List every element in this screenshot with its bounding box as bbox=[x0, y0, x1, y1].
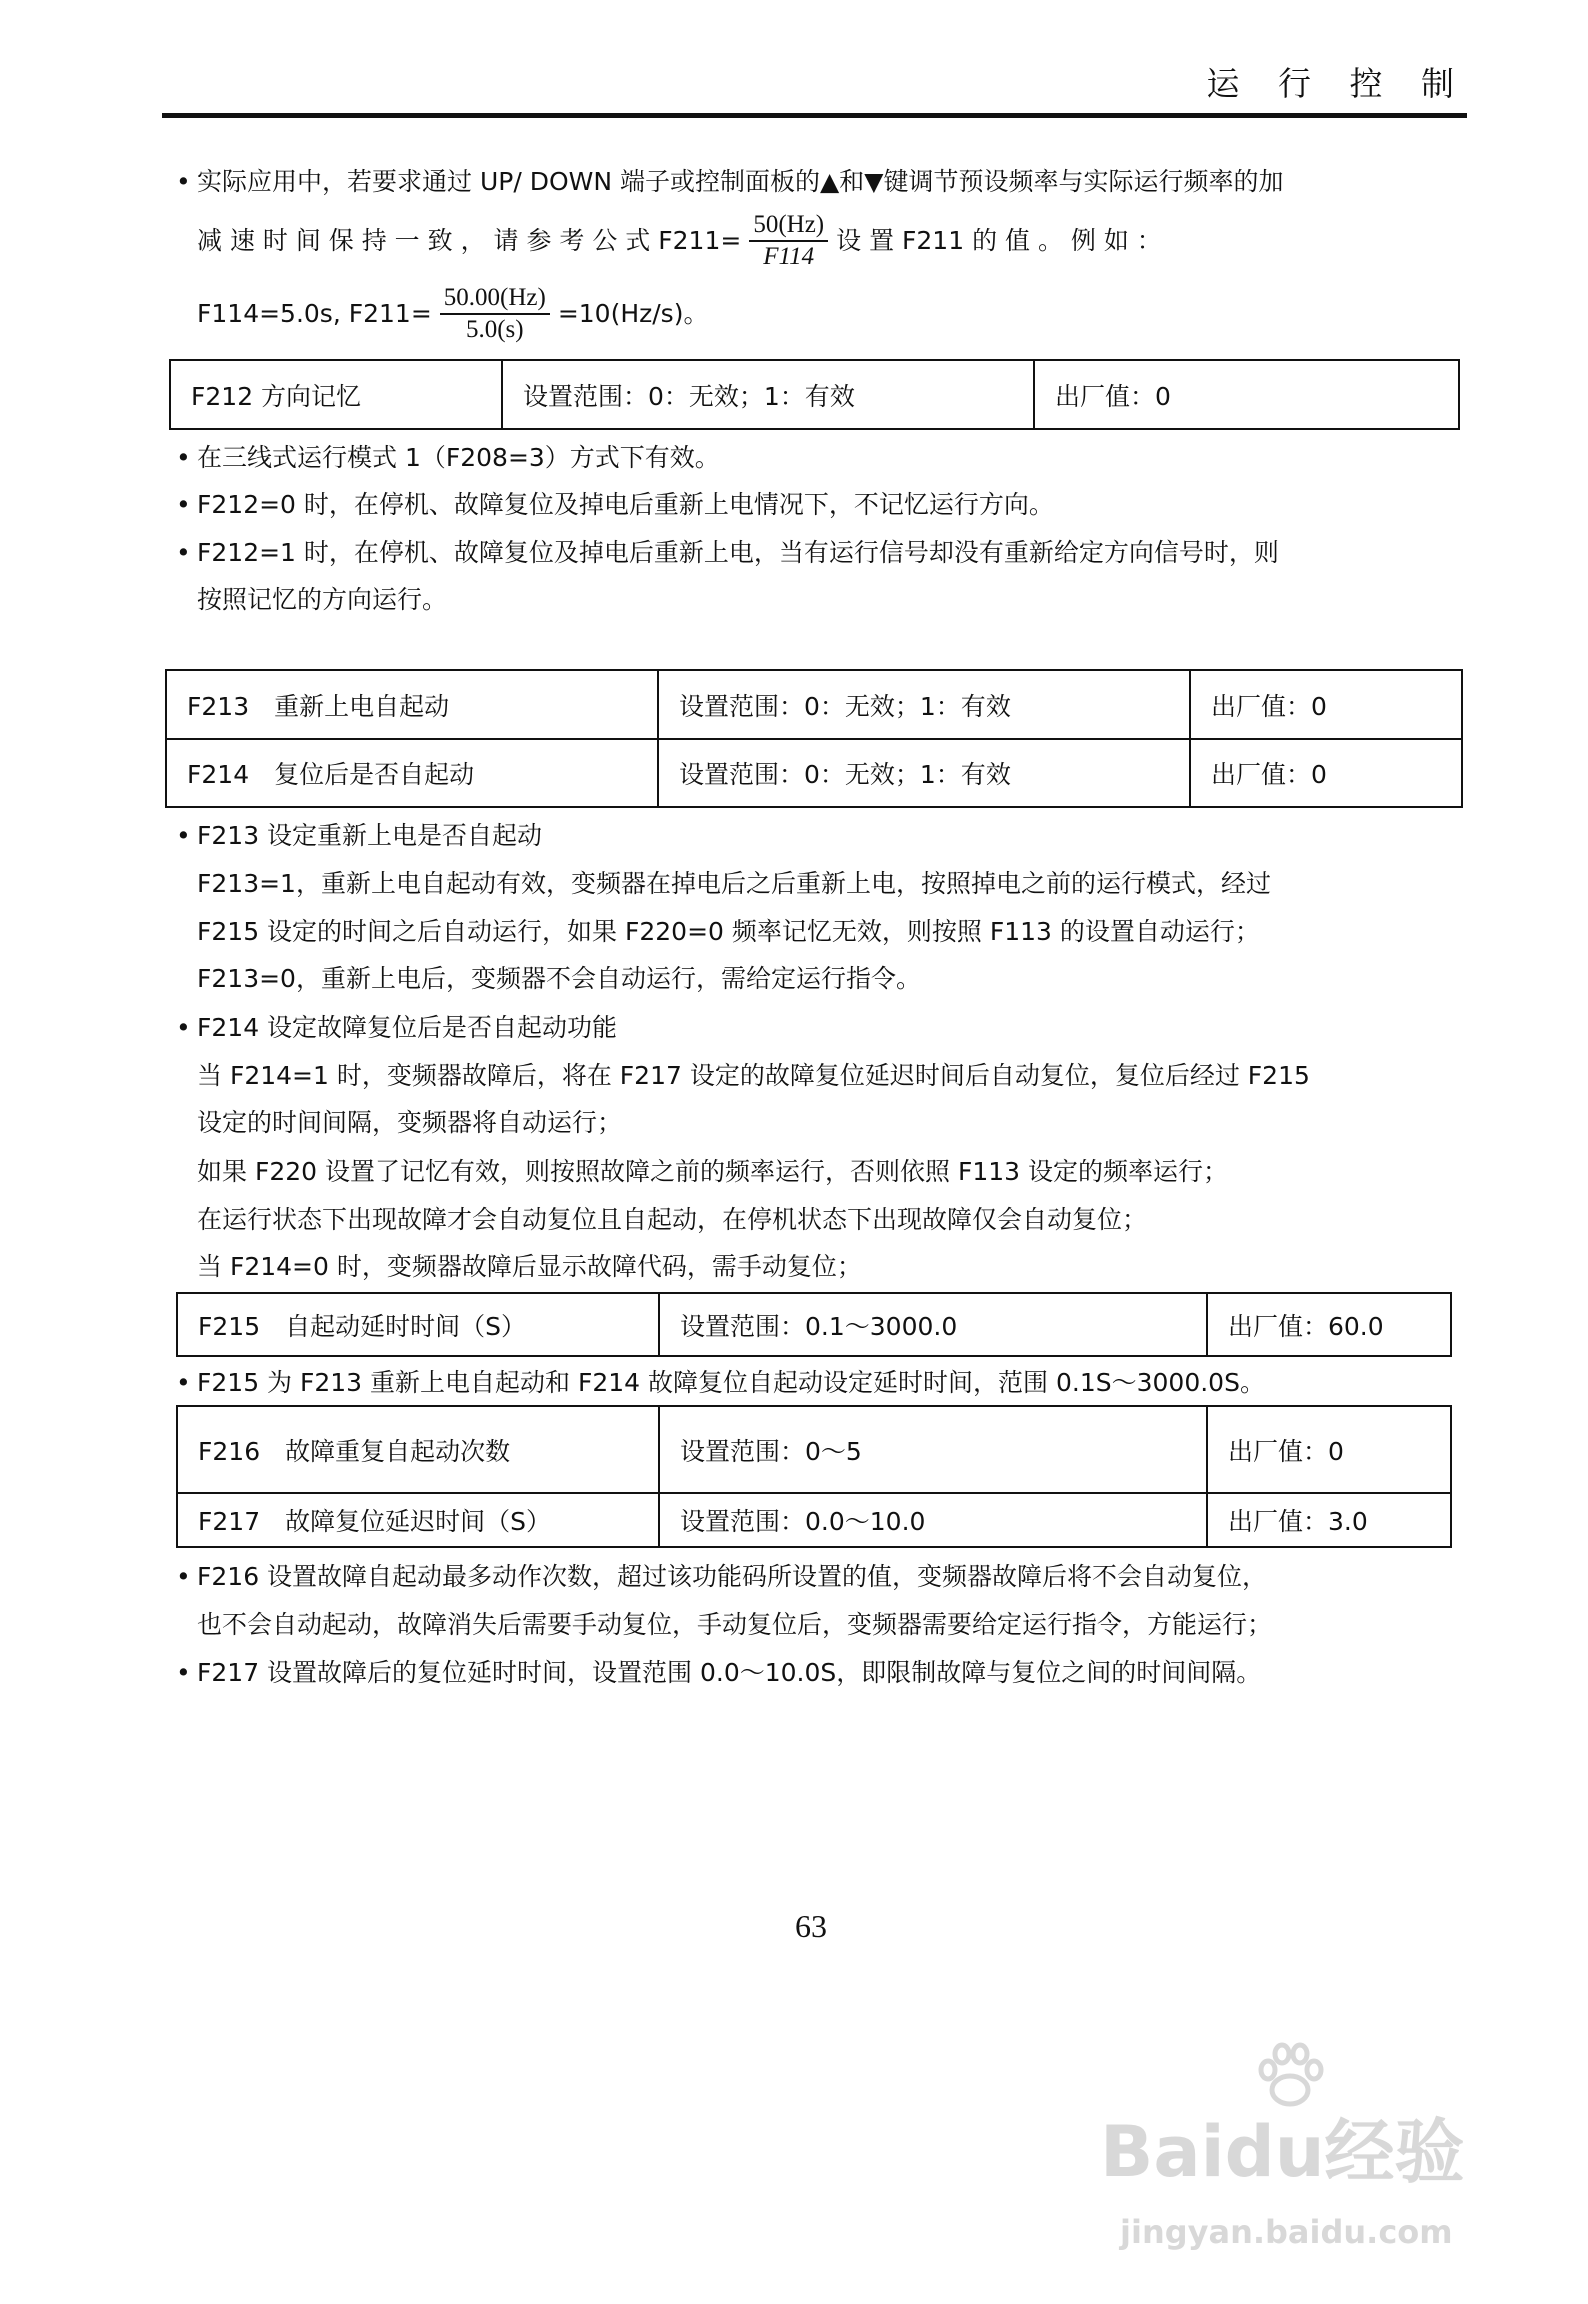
note-line: F213 设定重新上电是否自起动 bbox=[197, 821, 543, 850]
note-line: F215 设定的时间之后自动运行，如果 F220=0 频率记忆无效，则按照 F113 的设置自动运行； bbox=[197, 917, 1260, 946]
param-default: 出厂值：3.0 bbox=[1207, 1493, 1451, 1547]
note-line: 按照记忆的方向运行。 bbox=[197, 585, 448, 614]
table-row bbox=[166, 670, 1462, 739]
text: 减 速 时 间 保 持 一 致 ， 请 参 考 公 式 F211= bbox=[197, 226, 742, 255]
note-line: 在三线式运行模式 1（F208=3）方式下有效。 bbox=[197, 443, 720, 472]
numerator: 50.00(Hz) bbox=[440, 283, 550, 315]
note-line: 当 F214=1 时，变频器故障后，将在 F217 设定的故障复位延迟时间后自动复位，复位后经过 F215 bbox=[197, 1061, 1310, 1090]
param-range: 设置范围：0：无效；1：有效 bbox=[658, 670, 1190, 739]
table-row bbox=[177, 1406, 1451, 1493]
table-row bbox=[177, 1293, 1451, 1356]
param-name: F216 故障重复自起动次数 bbox=[177, 1406, 659, 1493]
denominator: F114 bbox=[763, 243, 815, 270]
param-default: 出厂值：0 bbox=[1190, 670, 1462, 739]
param-table-f216-f217 bbox=[176, 1405, 1452, 1548]
page-number: 63 bbox=[795, 1908, 827, 1944]
baidu-watermark bbox=[1100, 2040, 1570, 2280]
watermark-url: jingyan.baidu.com bbox=[1120, 2213, 1453, 2251]
param-range: 设置范围：0.1～3000.0 bbox=[659, 1293, 1207, 1356]
text: F114=5.0s, F211= bbox=[197, 299, 432, 328]
param-default: 出厂值：0 bbox=[1190, 739, 1462, 807]
param-table-f215 bbox=[176, 1292, 1452, 1357]
note-line: F212=0 时，在停机、故障复位及掉电后重新上电情况下，不记忆运行方向。 bbox=[197, 490, 1054, 519]
bullet: • bbox=[176, 1562, 191, 1591]
note-line: F212=1 时，在停机、故障复位及掉电后重新上电，当有运行信号却没有重新给定方向信号时，则 bbox=[197, 538, 1279, 567]
param-name: F213 重新上电自起动 bbox=[166, 670, 658, 739]
intro-formula-line bbox=[197, 210, 1162, 272]
denominator: 5.0(s) bbox=[465, 316, 524, 343]
param-range: 设置范围：0～5 bbox=[659, 1406, 1207, 1493]
note-line: 当 F214=0 时，变频器故障后显示故障代码，需手动复位； bbox=[197, 1252, 862, 1281]
bullet: • bbox=[176, 443, 191, 472]
param-range: 设置范围：0：无效；1：有效 bbox=[658, 739, 1190, 807]
param-name: F217 故障复位延迟时间（S） bbox=[177, 1493, 659, 1547]
param-table-f212 bbox=[169, 359, 1460, 430]
note-line: 也不会自动起动，故障消失后需要手动复位，手动复位后，变频器需要给定运行指令，方能运行； bbox=[197, 1610, 1273, 1639]
bullet: • bbox=[176, 538, 191, 567]
paw-icon bbox=[1250, 2040, 1330, 2110]
param-name: F214 复位后是否自起动 bbox=[166, 739, 658, 807]
bullet: • bbox=[176, 167, 191, 196]
header-rule bbox=[162, 113, 1467, 118]
note-line: F216 设置故障自起动最多动作次数，超过该功能码所设置的值，变频器故障后将不会自动复位， bbox=[197, 1562, 1268, 1591]
intro-example-line bbox=[197, 283, 708, 345]
param-default: 出厂值：0 bbox=[1034, 360, 1459, 429]
watermark-brand: Baidu经验 bbox=[1100, 2111, 1465, 2193]
param-range: 设置范围：0：无效；1：有效 bbox=[502, 360, 1034, 429]
section-header: 运 行 控 制 bbox=[1206, 64, 1468, 103]
intro-line: 实际应用中，若要求通过 UP/ DOWN 端子或控制面板的▲和▼键调节预设频率与实际运行频率的加 bbox=[197, 167, 1284, 196]
note-line: F217 设置故障后的复位延时时间，设置范围 0.0～10.0S，即限制故障与复位之间的时间间隔。 bbox=[197, 1658, 1262, 1687]
param-name: F212 方向记忆 bbox=[170, 360, 502, 429]
bullet: • bbox=[176, 1368, 191, 1397]
param-default: 出厂值：0 bbox=[1207, 1406, 1451, 1493]
table-row bbox=[177, 1493, 1451, 1547]
param-table-f213-f214 bbox=[165, 669, 1463, 808]
note-line: 设定的时间间隔，变频器将自动运行； bbox=[197, 1108, 623, 1137]
bullet: • bbox=[176, 490, 191, 519]
formula-fraction bbox=[440, 283, 550, 345]
param-name: F215 自起动延时时间（S） bbox=[177, 1293, 659, 1356]
note-line: F215 为 F213 重新上电自起动和 F214 故障复位自起动设定延时时间，范围 0.1S～3000.0S。 bbox=[197, 1368, 1265, 1397]
text: =10(Hz/s)。 bbox=[557, 299, 709, 328]
note-line: F214 设定故障复位后是否自起动功能 bbox=[197, 1013, 618, 1042]
bullet: • bbox=[176, 1658, 191, 1687]
formula-fraction bbox=[749, 210, 828, 272]
note-line: 如果 F220 设置了记忆有效，则按照故障之前的频率运行，否则依照 F113 设定的频率运行； bbox=[197, 1157, 1228, 1186]
note-line: F213=0，重新上电后，变频器不会自动运行，需给定运行指令。 bbox=[197, 964, 921, 993]
bullet: • bbox=[176, 821, 191, 850]
note-line: F213=1，重新上电自起动有效，变频器在掉电后之后重新上电，按照掉电之前的运行模式，经过 bbox=[197, 869, 1271, 898]
param-default: 出厂值：60.0 bbox=[1207, 1293, 1451, 1356]
text: 设 置 F211 的 值 。 例 如 ： bbox=[836, 226, 1162, 255]
param-range: 设置范围：0.0～10.0 bbox=[659, 1493, 1207, 1547]
bullet: • bbox=[176, 1013, 191, 1042]
numerator: 50(Hz) bbox=[749, 210, 828, 242]
note-line: 在运行状态下出现故障才会自动复位且自起动，在停机状态下出现故障仅会自动复位； bbox=[197, 1205, 1148, 1234]
table-row bbox=[170, 360, 1459, 429]
table-row bbox=[166, 739, 1462, 807]
